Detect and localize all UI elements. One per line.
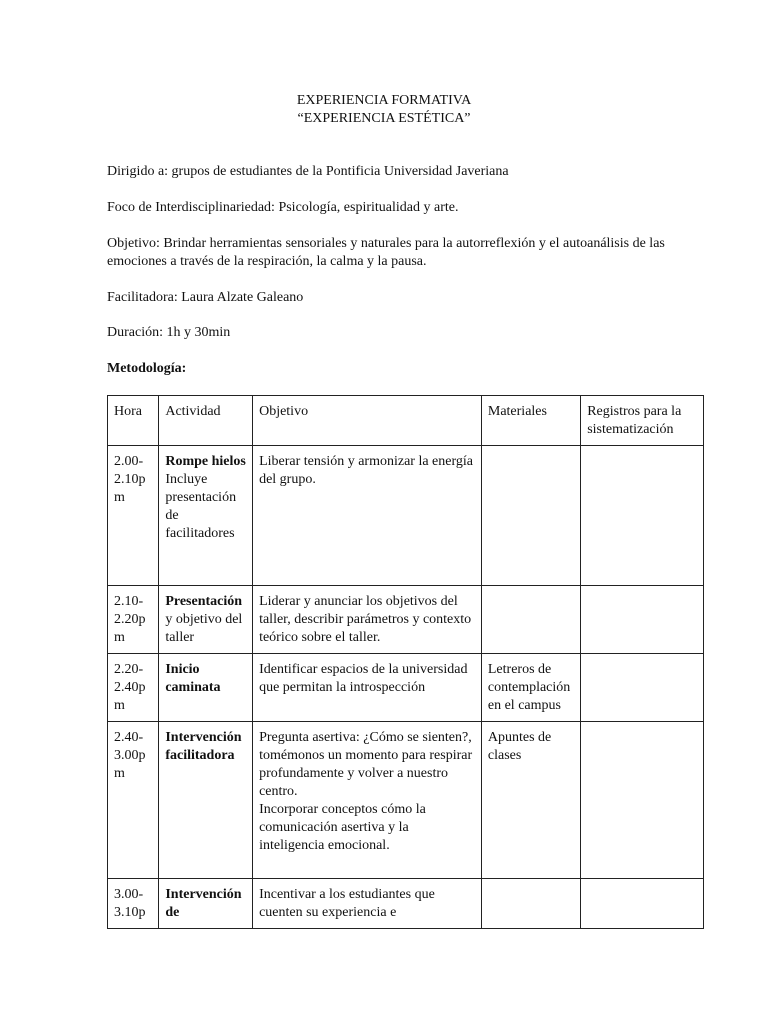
cell-objetivo: Pregunta asertiva: ¿Cómo se sienten?, tomémonos un momento para respirar profundamente y volver a nuestro centro. Incorporar conceptos cómo la comunicación asertiva y la inteligencia emocional. (253, 722, 482, 879)
table-row (108, 586, 704, 654)
table-row (108, 654, 704, 722)
table-row (108, 722, 704, 879)
cell-actividad (159, 586, 253, 654)
cell-materiales (481, 446, 580, 586)
cell-actividad (159, 446, 253, 586)
actividad-name: Inicio caminata (165, 662, 221, 695)
header-actividad: Actividad (159, 396, 253, 446)
cell-objetivo: Liberar tensión y armonizar la energía del grupo. (253, 446, 482, 586)
actividad-name: Rompe hielos (165, 454, 246, 469)
actividad-desc: Incluye presentación de facilitadores (165, 472, 237, 541)
cell-actividad (159, 654, 253, 722)
metodologia-heading: Metodología: (107, 361, 187, 376)
objetivo-text: Objetivo: Brindar herramientas sensoriales y naturales para la autorreflexión y el autoanálisis de las emociones a través de la respiración, la calma y la pausa. (107, 236, 665, 269)
cell-hora: 2.10- 2.20p m (108, 586, 159, 654)
methodology-table (107, 395, 704, 929)
cell-actividad (159, 722, 253, 879)
dirigido-text: Dirigido a: grupos de estudiantes de la Pontificia Universidad Javeriana (107, 164, 509, 179)
cell-registros (581, 446, 704, 586)
cell-objetivo: Liderar y anunciar los objetivos del taller, describir parámetros y contexto teórico sobre el taller. (253, 586, 482, 654)
cell-objetivo: Identificar espacios de la universidad que permitan la introspección (253, 654, 482, 722)
document-title: EXPERIENCIA FORMATIVA (296, 93, 472, 108)
actividad-name: Intervención facilitadora (165, 730, 242, 763)
cell-registros (581, 879, 704, 929)
cell-objetivo: Incentivar a los estudiantes que cuenten su experiencia e (253, 879, 482, 929)
cell-materiales (481, 879, 580, 929)
cell-registros (581, 654, 704, 722)
cell-hora: 3.00- 3.10p (108, 879, 159, 929)
foco-text: Foco de Interdisciplinariedad: Psicología, espiritualidad y arte. (107, 200, 459, 215)
cell-registros (581, 722, 704, 879)
cell-materiales (481, 586, 580, 654)
header-objetivo: Objetivo (253, 396, 482, 446)
cell-actividad (159, 879, 253, 929)
cell-hora: 2.00- 2.10p m (108, 446, 159, 586)
actividad-name: Presentación (165, 594, 243, 609)
cell-hora: 2.20- 2.40p m (108, 654, 159, 722)
header-materiales: Materiales (481, 396, 580, 446)
table-row (108, 446, 704, 586)
duracion-text: Duración: 1h y 30min (107, 325, 231, 340)
cell-materiales: Letreros de contemplación en el campus (481, 654, 580, 722)
actividad-name: Intervención de (165, 887, 242, 920)
table-header-row (108, 396, 704, 446)
cell-materiales: Apuntes de clases (481, 722, 580, 879)
header-hora: Hora (108, 396, 159, 446)
document-subtitle: “EXPERIENCIA ESTÉTICA” (297, 111, 471, 126)
table-row (108, 879, 704, 929)
cell-hora: 2.40- 3.00p m (108, 722, 159, 879)
header-registros: Registros para la sistematización (581, 396, 704, 446)
cell-registros (581, 586, 704, 654)
actividad-desc: y objetivo del taller (165, 612, 243, 645)
facilitadora-text: Facilitadora: Laura Alzate Galeano (107, 290, 304, 305)
